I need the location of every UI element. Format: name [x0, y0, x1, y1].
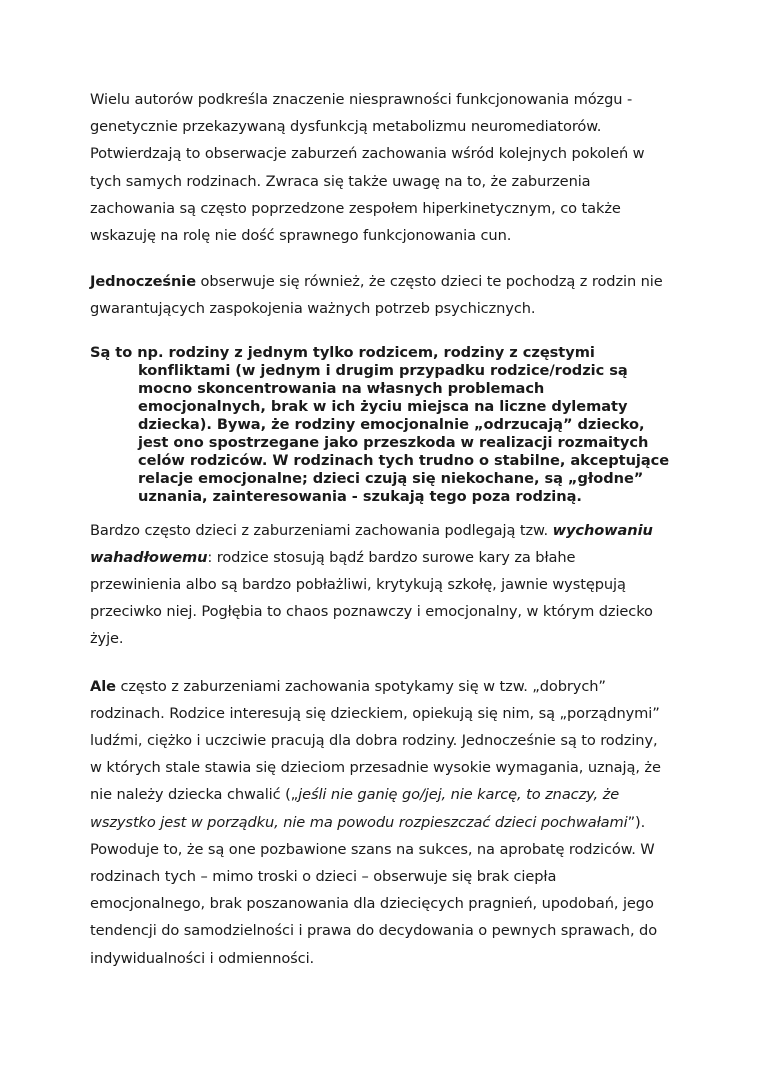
paragraph-family-types: Są to np. rodziny z jednym tylko rodzicem, rodziny z częstymi konfliktami (w jednym i drugim przypadku rodzice/rodzic są mocno skoncentrowania na własnych problemach emocjonalnych, brak w ich życiu miejsca na liczne dylematy dziecka). Bywa, że rodziny emocjonalnie „odrzucają” dziecko, jest ono spostrzegane jako przeszkoda w realizacji rozmaitych celów rodziców. W rodzinach tych trudno o stabilne, akceptujące relacje emocjonalne; dzieci czują się niekochane, są „głodne” uznania, zainteresowania - szukają tego poza rodziną.	[90, 343, 670, 505]
emphasized-term: wychowaniu wahadłowemu	[90, 521, 653, 566]
document-page	[90, 86, 670, 972]
paragraph-lead-word: Jednocześnie	[90, 273, 197, 291]
italic-quote: jeśli nie ganię go/jej, nie karcę, to znaczy, że wszystko jest w porządku, nie ma powodu rozpieszczać dzieci pochwałami	[90, 786, 628, 831]
paragraph-text: obserwuje się również, że często dzieci te pochodzą z rodzin nie gwarantujących zaspokojenia ważnych potrzeb psychicznych.	[90, 273, 663, 318]
paragraph-psychological-needs	[90, 268, 670, 322]
paragraph-brain-dysfunction: Wielu autorów podkreśla znaczenie niesprawności funkcjonowania mózgu - genetycznie przekazywaną dysfunkcją metabolizmu neuromediatorów. Potwierdzają to obserwacje zaburzeń zachowania wśród kolejnych pokoleń w tych samych rodzinach. Zwraca się także uwagę na to, że zaburzenia zachowania są często poprzedzone zespołem hiperkinetycznym, co także wskazuję na rolę nie dość sprawnego funkcjonowania cun.	[90, 91, 645, 245]
paragraph-pendulum-upbringing	[90, 517, 670, 653]
paragraph-text: Bardzo często dzieci z zaburzeniami zachowania podlegają tzw.	[90, 521, 553, 539]
paragraph-good-families	[90, 673, 670, 972]
paragraph-lead-word: Ale	[90, 677, 116, 695]
paragraph-text: często z zaburzeniami zachowania spotykamy się w tzw. „dobrych” rodzinach. Rodzice interesują się dzieckiem, opiekują się nim, są „porządnymi” ludźmi, ciężko i uczciwie pracują dla dobra rodziny. Jednocześnie są to rodziny, w których stale stawia się dzieciom przesadnie wysokie wymagania, uznają, że nie należy dziecka chwalić („	[90, 677, 661, 804]
paragraph-text: : rodzice stosują bądź bardzo surowe kary za błahe przewinienia albo są bardzo pobłażliwi, krytykują szkołę, jawnie występują przeciwko niej. Pogłębia to chaos poznawczy i emocjonalny, w którym dziecko żyje.	[90, 548, 653, 648]
paragraph-text: ”). Powoduje to, że są one pozbawione szans na sukces, na aprobatę rodziców. W rodzinach tych – mimo troski o dzieci – obserwuje się brak ciepła emocjonalnego, brak poszanowania dla dziecięcych pragnień, upodobań, jego tendencji do samodzielności i prawa do decydowania o pewnych sprawach, do indywidualności i odmienności.	[90, 813, 658, 967]
